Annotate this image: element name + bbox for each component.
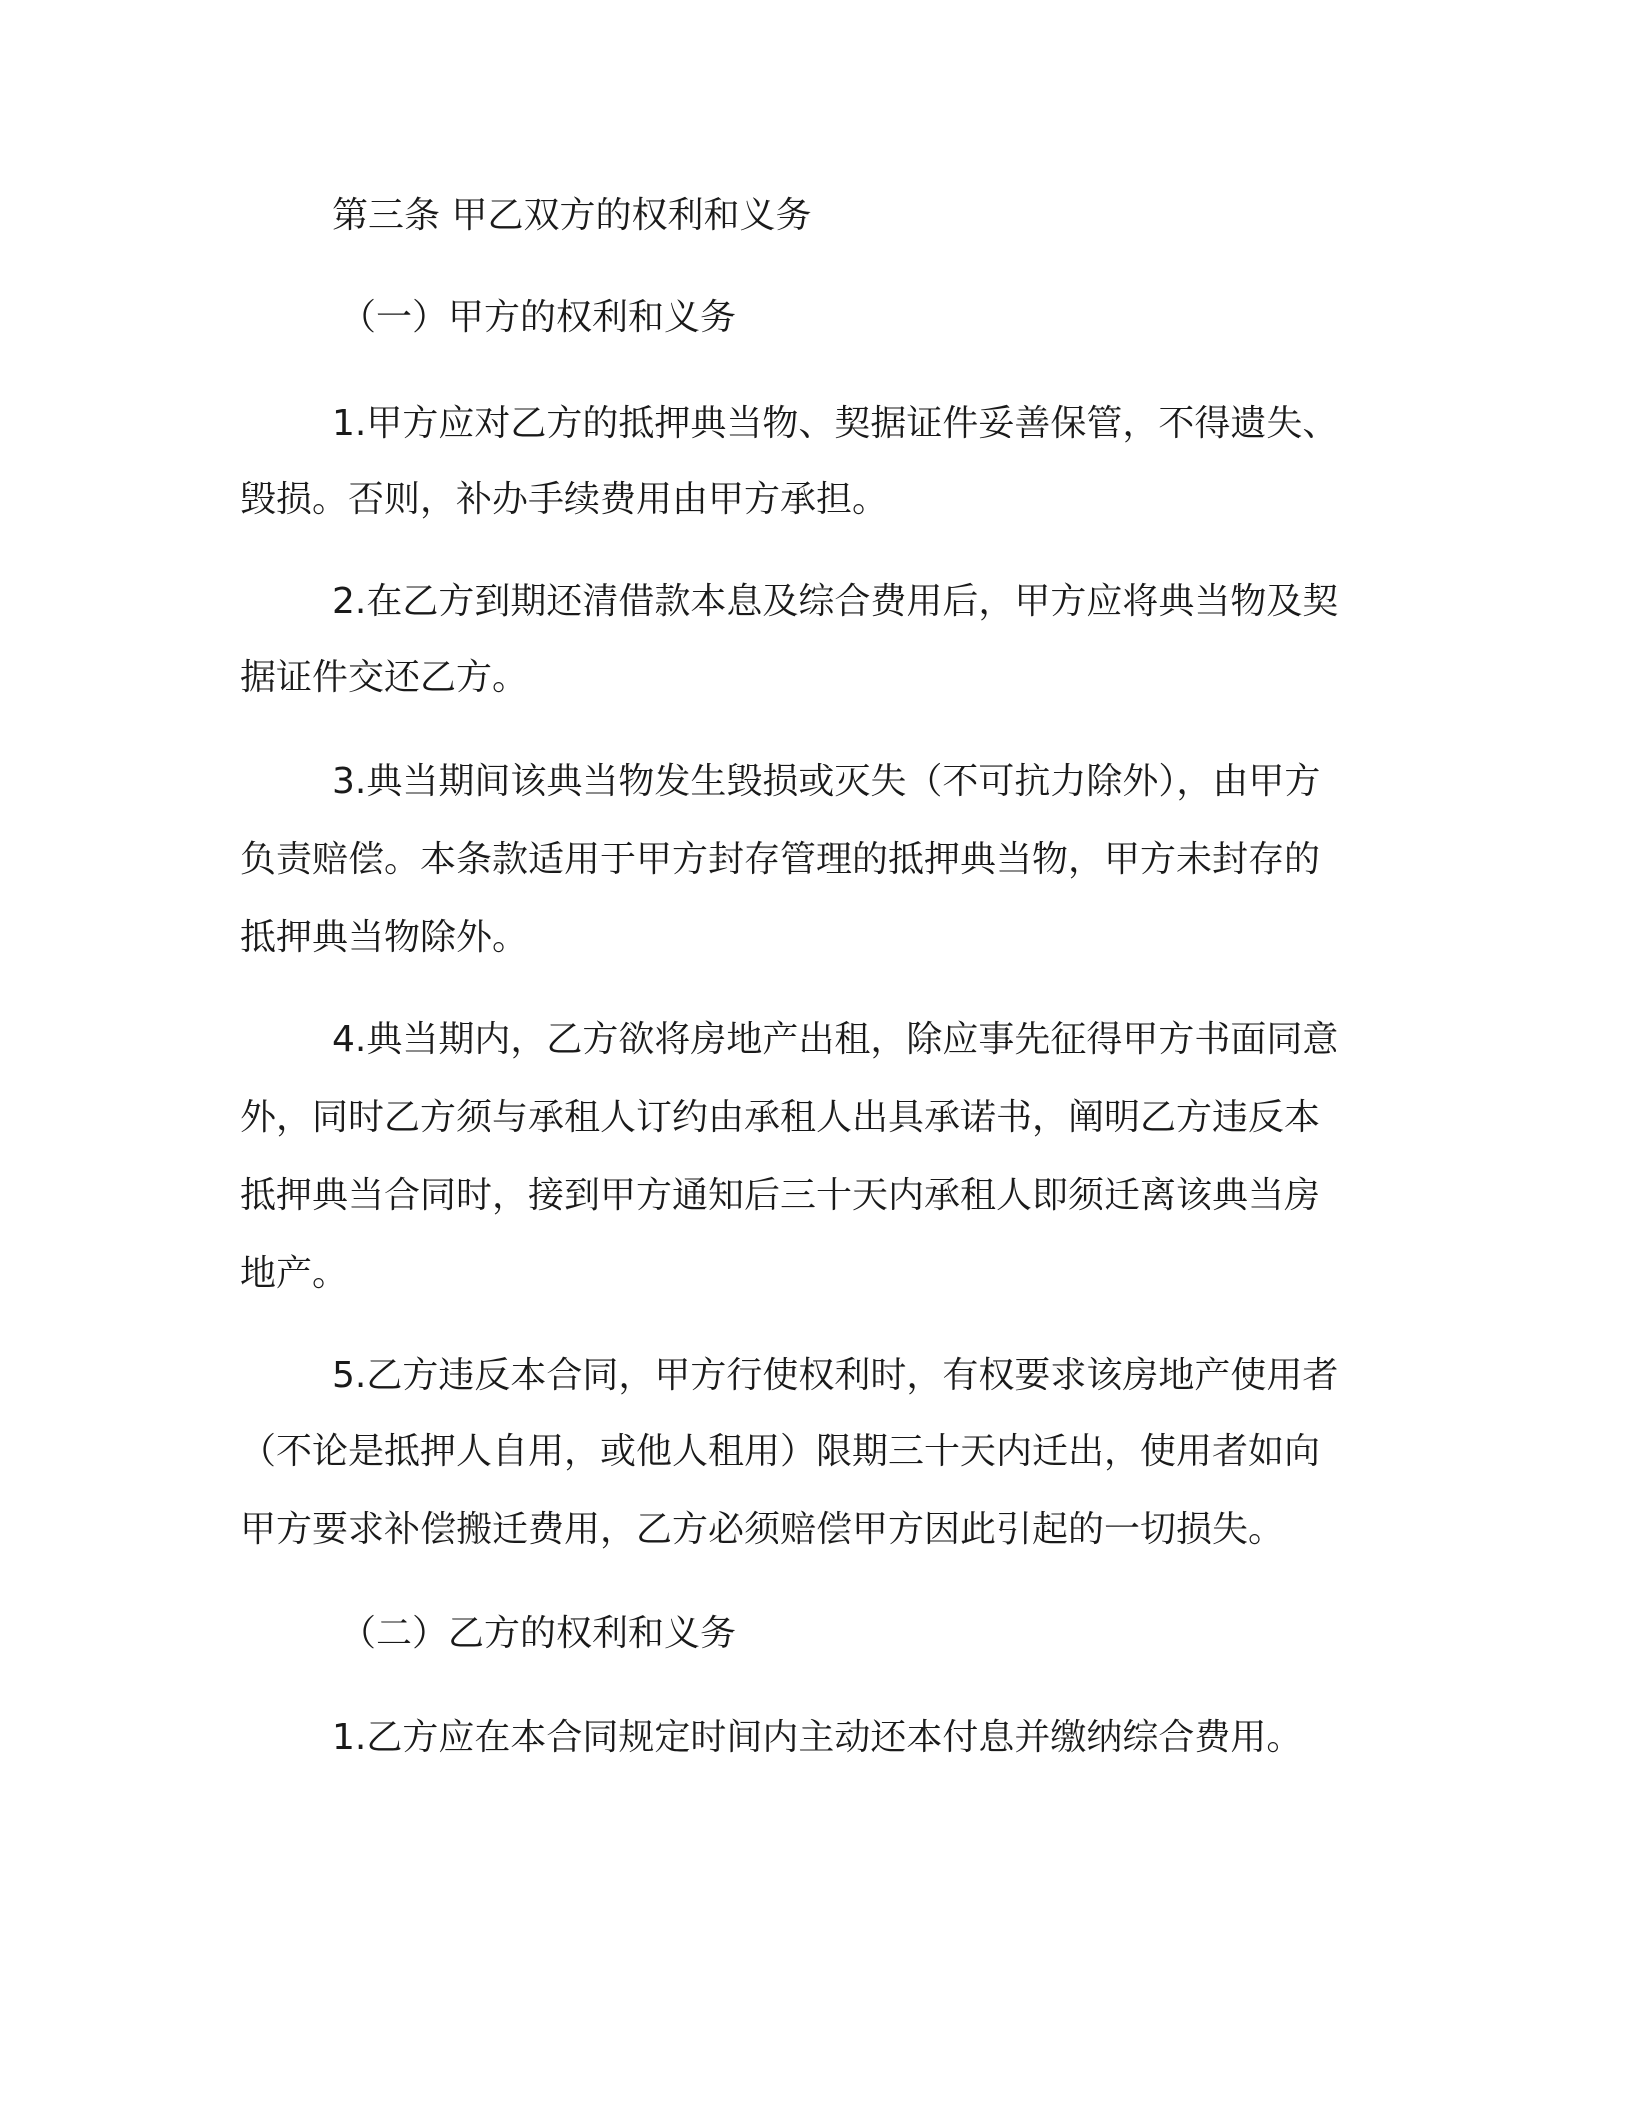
paragraph-line: 抵押典当合同时，接到甲方通知后三十天内承租人即须迁离该典当房: [240, 1175, 1321, 1216]
paragraph-line: 2.在乙方到期还清借款本息及综合费用后，甲方应将典当物及契: [332, 581, 1339, 622]
paragraph-line: 1.甲方应对乙方的抵押典当物、契据证件妥善保管，不得遗失、: [332, 403, 1339, 444]
paragraph-line: 甲方要求补偿搬迁费用，乙方必须赔偿甲方因此引起的一切损失。: [240, 1509, 1285, 1550]
article-title: 第三条 甲乙双方的权利和义务: [332, 195, 812, 236]
paragraph-line: 负责赔偿。本条款适用于甲方封存管理的抵押典当物，甲方未封存的: [240, 839, 1321, 880]
paragraph-line: 毁损。否则，补办手续费用由甲方承担。: [240, 479, 889, 520]
paragraph-line: 3.典当期间该典当物发生毁损或灭失（不可抗力除外），由甲方: [332, 761, 1321, 802]
paragraph-line: 5.乙方违反本合同，甲方行使权利时，有权要求该房地产使用者: [332, 1355, 1339, 1396]
paragraph-line: 外，同时乙方须与承租人订约由承租人出具承诺书，阐明乙方违反本: [240, 1097, 1321, 1138]
paragraph-line: 1.乙方应在本合同规定时间内主动还本付息并缴纳综合费用。: [332, 1717, 1303, 1758]
paragraph-line: 4.典当期内，乙方欲将房地产出租，除应事先征得甲方书面同意: [332, 1019, 1339, 1060]
section-title-party-b: （二）乙方的权利和义务: [340, 1613, 737, 1654]
paragraph-line: 据证件交还乙方。: [240, 657, 529, 698]
paragraph-line: 抵押典当物除外。: [240, 917, 529, 958]
paragraph-line: （不论是抵押人自用，或他人租用）限期三十天内迁出，使用者如向: [240, 1431, 1321, 1472]
section-title-party-a: （一）甲方的权利和义务: [340, 297, 737, 338]
paragraph-line: 地产。: [240, 1253, 349, 1294]
